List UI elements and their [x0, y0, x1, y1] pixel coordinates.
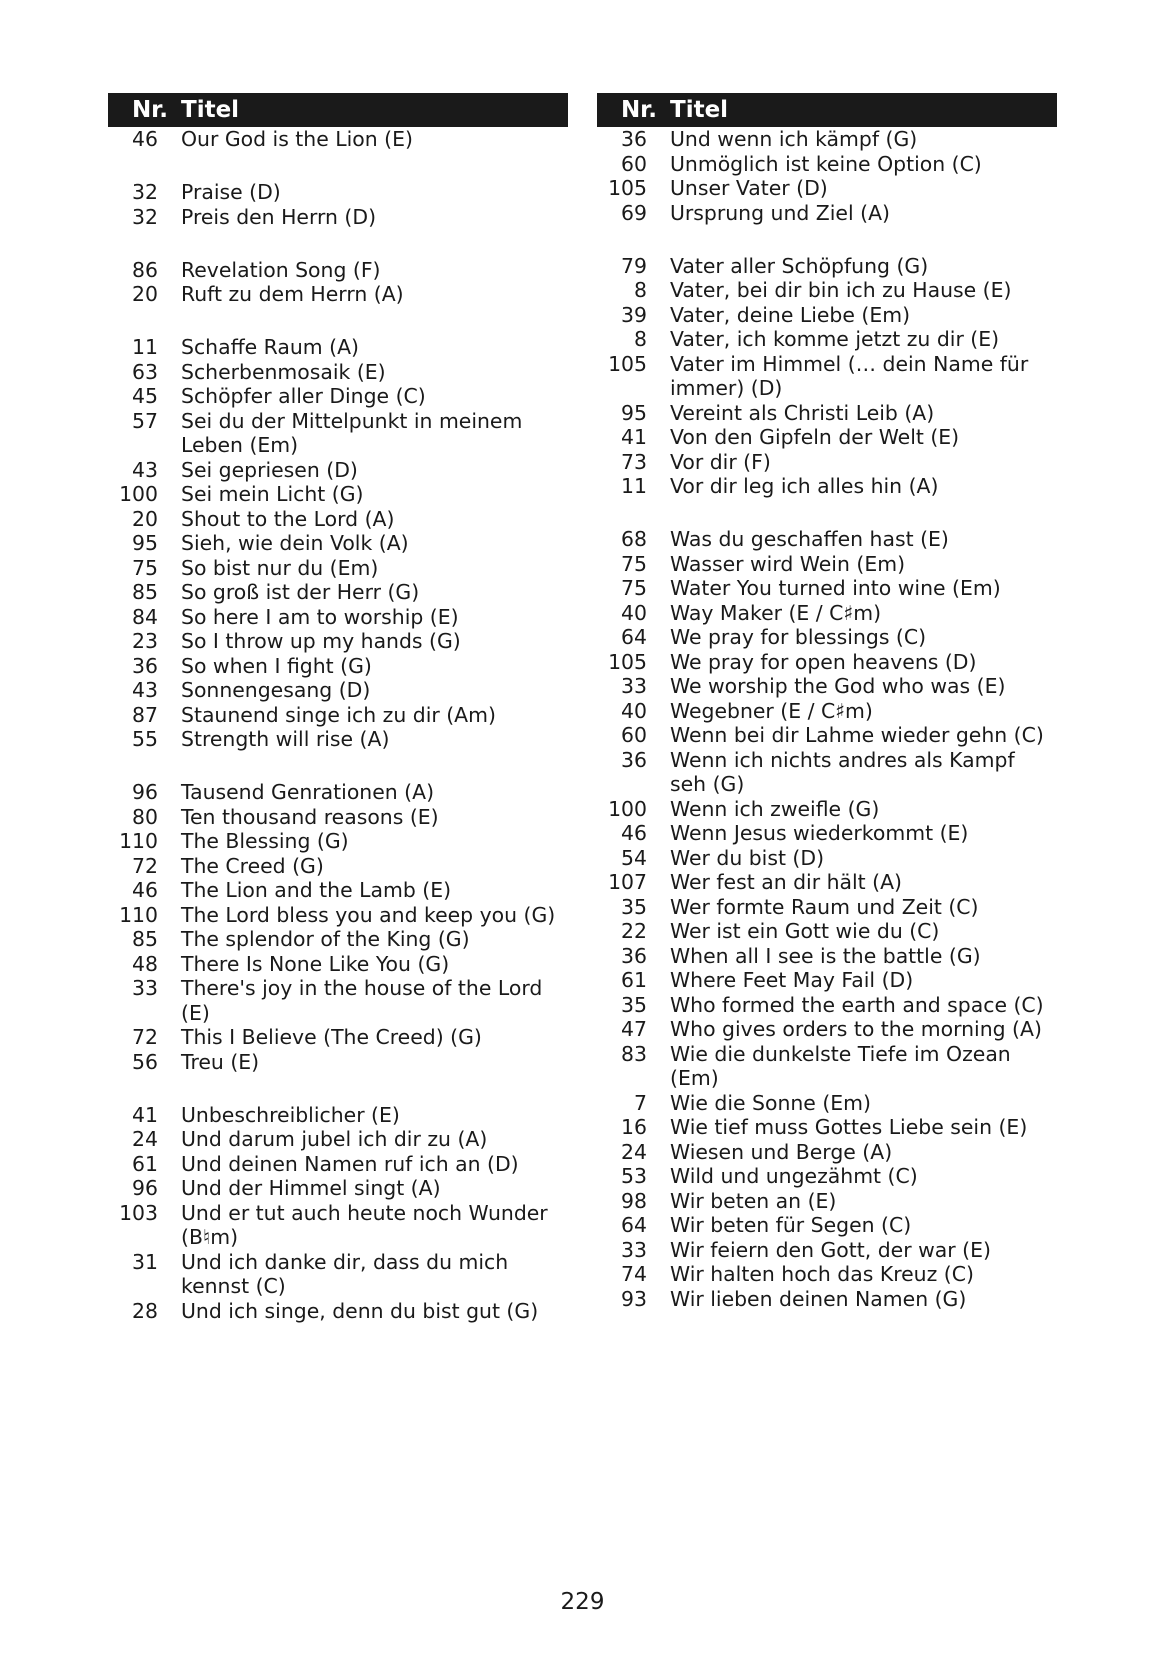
song-number: 33 [621, 674, 647, 698]
song-row [597, 674, 1057, 699]
song-number: 73 [621, 449, 647, 474]
song-title: Wiesen und Berge (A) [670, 1139, 893, 1164]
song-number: 69 [621, 200, 647, 225]
song-title: Und ich singe, denn du bist gut (G) [181, 1298, 539, 1323]
song-number: 7 [634, 1090, 647, 1115]
song-title: Ursprung und Ziel (A) [670, 200, 890, 225]
song-number: 36 [132, 653, 158, 678]
song-number: 57 [132, 408, 158, 433]
song-title: The splendor of the King (G) [181, 927, 470, 951]
song-row [597, 327, 1057, 352]
song-number: 36 [621, 747, 647, 772]
song-title: Vereint als Christi Leib (A) [670, 400, 935, 425]
song-number: 75 [621, 576, 647, 600]
section-gap [108, 307, 568, 336]
song-row [108, 258, 568, 283]
song-row [597, 576, 1057, 601]
song-number: 36 [621, 127, 647, 151]
song-title: Unmöglich ist keine Option (C) [670, 151, 982, 176]
song-number: 107 [608, 870, 647, 894]
song-number: 43 [132, 457, 158, 482]
song-row [597, 201, 1057, 226]
song-title: Sei gepriesen (D) [181, 457, 358, 482]
song-title: When all I see is the battle (G) [670, 943, 981, 968]
song-row [108, 531, 568, 556]
song-title: Wir feiern den Gott, der war (E) [670, 1237, 991, 1262]
song-number: 75 [621, 551, 647, 576]
song-title: Wild und ungezähmt (C) [670, 1164, 918, 1188]
section-gap [108, 752, 568, 781]
song-row [108, 409, 568, 458]
song-number: 110 [119, 902, 158, 927]
song-title: So here I am to worship (E) [181, 604, 459, 629]
song-row [108, 282, 568, 307]
song-row [597, 552, 1057, 577]
song-title: Und darum jubel ich dir zu (A) [181, 1127, 488, 1151]
song-row [597, 1091, 1057, 1116]
song-row [597, 650, 1057, 675]
song-row [108, 1103, 568, 1128]
song-title: Und ich danke dir, dass du mich kennst (C) [181, 1249, 509, 1298]
song-row [597, 1042, 1057, 1091]
song-row [597, 870, 1057, 895]
song-number: 110 [119, 829, 158, 853]
song-title: The Creed (G) [181, 853, 324, 878]
song-row [108, 1025, 568, 1050]
song-title: Vater im Himmel (… dein Name für immer) (D) [670, 351, 1029, 400]
song-title: So when I fight (G) [181, 653, 372, 678]
song-title: Wie die Sonne (Em) [670, 1090, 871, 1115]
song-row [108, 1299, 568, 1324]
song-number: 20 [132, 282, 158, 306]
song-number: 85 [132, 580, 158, 604]
song-row [108, 384, 568, 409]
song-title: Praise (D) [181, 180, 281, 204]
song-title: Strength will rise (A) [181, 727, 390, 751]
song-number: 83 [621, 1041, 647, 1066]
song-title: So groß ist der Herr (G) [181, 580, 420, 604]
song-row [108, 927, 568, 952]
song-number: 41 [621, 425, 647, 449]
song-title: This I Believe (The Creed) (G) [181, 1025, 482, 1049]
song-number: 72 [132, 853, 158, 878]
song-row [597, 821, 1057, 846]
song-row [597, 450, 1057, 475]
song-row [597, 846, 1057, 871]
song-title: Wer ist ein Gott wie du (C) [670, 919, 940, 943]
song-number: 100 [119, 482, 158, 506]
song-title: There's joy in the house of the Lord (E) [181, 976, 543, 1025]
song-title: Scherbenmosaik (E) [181, 359, 386, 384]
song-title: Sei mein Licht (G) [181, 482, 364, 506]
song-row [108, 805, 568, 830]
song-row [597, 699, 1057, 724]
song-row [597, 1189, 1057, 1214]
song-number: 105 [608, 176, 647, 200]
song-number: 16 [621, 1115, 647, 1139]
song-title: Sonnengesang (D) [181, 678, 371, 702]
song-number: 23 [132, 629, 158, 653]
song-number: 46 [132, 878, 158, 902]
song-number: 74 [621, 1262, 647, 1286]
song-title: Vater, deine Liebe (Em) [670, 302, 911, 327]
song-number: 48 [132, 951, 158, 976]
song-number: 8 [634, 278, 647, 302]
song-row [597, 1164, 1057, 1189]
song-number: 40 [621, 698, 647, 723]
song-title: Wenn ich nichts andres als Kampf seh (G) [670, 747, 1015, 796]
song-row [108, 854, 568, 879]
song-number: 22 [621, 919, 647, 943]
song-number: 64 [621, 1213, 647, 1237]
song-row [597, 278, 1057, 303]
song-title: Way Maker (E / C♯m) [670, 600, 882, 625]
song-title: Ruft zu dem Herrn (A) [181, 282, 404, 306]
song-title: Und er tut auch heute noch Wunder (B♮m) [181, 1200, 548, 1249]
song-row [597, 895, 1057, 920]
song-row [108, 703, 568, 728]
song-number: 40 [621, 600, 647, 625]
song-number: 20 [132, 506, 158, 531]
song-title: We pray for blessings (C) [670, 625, 927, 649]
song-number: 46 [621, 821, 647, 845]
song-number: 35 [621, 894, 647, 919]
song-number: 35 [621, 992, 647, 1017]
song-row [108, 205, 568, 230]
song-row [108, 903, 568, 928]
song-row [597, 303, 1057, 328]
song-row [108, 482, 568, 507]
song-title: Wer formte Raum und Zeit (C) [670, 894, 979, 919]
song-number: 43 [132, 678, 158, 702]
song-row [597, 723, 1057, 748]
song-row [597, 1262, 1057, 1287]
song-row [108, 180, 568, 205]
song-title: Und deinen Namen ruf ich an (D) [181, 1151, 519, 1176]
song-row [597, 401, 1057, 426]
song-number: 32 [132, 204, 158, 229]
header-nr-label: Nr. [131, 97, 168, 123]
song-number: 96 [132, 780, 158, 804]
song-number: 54 [621, 845, 647, 870]
song-number: 39 [621, 302, 647, 327]
song-title: Who gives orders to the morning (A) [670, 1017, 1042, 1041]
song-number: 31 [132, 1249, 158, 1274]
song-number: 80 [132, 804, 158, 829]
song-row [108, 1050, 568, 1075]
song-title: So I throw up my hands (G) [181, 629, 461, 653]
song-title: We pray for open heavens (D) [670, 649, 977, 674]
song-row [108, 678, 568, 703]
song-row [108, 1176, 568, 1201]
song-row [108, 127, 568, 152]
song-row [597, 425, 1057, 450]
song-row [597, 127, 1057, 152]
song-number: 24 [621, 1139, 647, 1164]
song-title: The Blessing (G) [181, 829, 349, 853]
song-title: Was du geschaffen hast (E) [670, 527, 949, 551]
song-title: Wer du bist (D) [670, 845, 825, 870]
song-row [597, 352, 1057, 401]
song-number: 61 [132, 1151, 158, 1176]
song-number: 68 [621, 527, 647, 551]
song-number: 33 [132, 976, 158, 1000]
song-title: Wir beten für Segen (C) [670, 1213, 912, 1237]
song-row [597, 601, 1057, 626]
song-title: There Is None Like You (G) [181, 951, 450, 976]
song-title: Wir beten an (E) [670, 1188, 837, 1213]
song-row [597, 968, 1057, 993]
song-number: 24 [132, 1127, 158, 1151]
song-title: Von den Gipfeln der Welt (E) [670, 425, 960, 449]
song-row [597, 1287, 1057, 1312]
song-title: Wir lieben deinen Namen (G) [670, 1286, 967, 1311]
song-row [597, 748, 1057, 797]
song-row [108, 458, 568, 483]
left-column [108, 93, 568, 1323]
song-number: 75 [132, 555, 158, 580]
song-title: Vater, ich komme jetzt zu dir (E) [670, 327, 1000, 351]
song-number: 63 [132, 359, 158, 384]
song-number: 60 [621, 723, 647, 747]
song-row [108, 360, 568, 385]
song-row [108, 976, 568, 1025]
song-title: Wir halten hoch das Kreuz (C) [670, 1262, 974, 1286]
song-row [108, 1201, 568, 1250]
song-number: 11 [132, 335, 158, 359]
song-title: Our God is the Lion (E) [181, 127, 413, 151]
song-row [597, 1017, 1057, 1042]
song-number: 100 [608, 796, 647, 821]
song-title: Sei du der Mittelpunkt in meinem Leben (Em) [181, 408, 523, 457]
song-number: 105 [608, 351, 647, 376]
song-number: 93 [621, 1286, 647, 1311]
song-title: Sieh, wie dein Volk (A) [181, 531, 409, 555]
section-gap [108, 229, 568, 258]
song-title: Ten thousand reasons (E) [181, 804, 439, 829]
left-song-list [108, 127, 568, 1323]
song-title: Wie die dunkelste Tiefe im Ozean (Em) [670, 1041, 1011, 1090]
song-title: Unser Vater (D) [670, 176, 828, 200]
song-title: So bist nur du (Em) [181, 555, 379, 580]
song-row [597, 797, 1057, 822]
song-title: Preis den Herrn (D) [181, 204, 377, 229]
song-row [597, 1213, 1057, 1238]
song-title: Wasser wird Wein (Em) [670, 551, 906, 576]
song-title: Schöpfer aller Dinge (C) [181, 384, 426, 408]
section-gap [108, 1074, 568, 1103]
song-number: 46 [132, 127, 158, 151]
song-row [108, 1152, 568, 1177]
right-table-header [597, 93, 1057, 127]
left-table-header [108, 93, 568, 127]
song-title: Wer fest an dir hält (A) [670, 870, 902, 894]
song-title: Wie tief muss Gottes Liebe sein (E) [670, 1115, 1028, 1139]
song-row [108, 605, 568, 630]
song-title: Treu (E) [181, 1049, 260, 1074]
song-number: 87 [132, 702, 158, 727]
song-number: 56 [132, 1049, 158, 1074]
header-nr-label: Nr. [620, 97, 657, 123]
song-number: 98 [621, 1188, 647, 1213]
song-title: The Lion and the Lamb (E) [181, 878, 452, 902]
song-title: Vater, bei dir bin ich zu Hause (E) [670, 278, 1012, 302]
song-title: Vater aller Schöpfung (G) [670, 253, 929, 278]
song-row [597, 919, 1057, 944]
song-title: Wenn ich zweifle (G) [670, 796, 880, 821]
song-title: Staunend singe ich zu dir (Am) [181, 702, 496, 727]
song-title: Revelation Song (F) [181, 257, 381, 282]
page-number: 229 [560, 1589, 605, 1615]
song-title: Und wenn ich kämpf (G) [670, 127, 918, 151]
song-number: 105 [608, 649, 647, 674]
song-number: 61 [621, 968, 647, 992]
song-title: Where Feet May Fail (D) [670, 968, 914, 992]
song-row [108, 556, 568, 581]
song-title: The Lord bless you and keep you (G) [181, 902, 556, 927]
song-row [597, 254, 1057, 279]
song-row [597, 152, 1057, 177]
song-title: Who formed the earth and space (C) [670, 992, 1044, 1017]
song-row [108, 780, 568, 805]
song-number: 86 [132, 257, 158, 282]
song-title: Wenn Jesus wiederkommt (E) [670, 821, 969, 845]
song-row [597, 1115, 1057, 1140]
song-row [108, 878, 568, 903]
header-title-label: Titel [670, 97, 729, 123]
song-number: 79 [621, 253, 647, 278]
song-row [108, 507, 568, 532]
song-number: 96 [132, 1176, 158, 1200]
song-row [597, 474, 1057, 499]
song-number: 95 [621, 400, 647, 425]
song-number: 11 [621, 474, 647, 498]
song-number: 8 [634, 327, 647, 351]
song-number: 95 [132, 531, 158, 555]
song-title: We worship the God who was (E) [670, 674, 1006, 698]
song-number: 60 [621, 151, 647, 176]
section-gap [597, 225, 1057, 254]
song-title: Shout to the Lord (A) [181, 506, 395, 531]
song-row [108, 580, 568, 605]
song-number: 85 [132, 927, 158, 951]
section-gap [108, 152, 568, 181]
song-title: Unbeschreiblicher (E) [181, 1102, 400, 1127]
song-number: 47 [621, 1017, 647, 1041]
song-row [108, 335, 568, 360]
song-row [108, 829, 568, 854]
song-row [597, 625, 1057, 650]
song-title: Schaffe Raum (A) [181, 335, 359, 359]
right-song-list [597, 127, 1057, 1311]
song-title: Tausend Genrationen (A) [181, 780, 435, 804]
song-row [108, 1250, 568, 1299]
song-number: 28 [132, 1298, 158, 1323]
song-title: Wegebner (E / C♯m) [670, 698, 873, 723]
song-number: 72 [132, 1025, 158, 1049]
song-row [597, 1238, 1057, 1263]
song-number: 55 [132, 727, 158, 751]
header-title-label: Titel [181, 97, 240, 123]
song-row [597, 944, 1057, 969]
song-number: 103 [119, 1200, 158, 1225]
song-row [597, 176, 1057, 201]
song-row [108, 952, 568, 977]
song-number: 33 [621, 1237, 647, 1262]
song-row [108, 1127, 568, 1152]
song-title: Wenn bei dir Lahme wieder gehn (C) [670, 723, 1044, 747]
song-row [108, 654, 568, 679]
song-title: Vor dir leg ich alles hin (A) [670, 474, 939, 498]
section-gap [597, 499, 1057, 528]
song-number: 32 [132, 180, 158, 204]
song-number: 45 [132, 384, 158, 408]
song-title: Und der Himmel singt (A) [181, 1176, 441, 1200]
song-row [597, 1140, 1057, 1165]
song-row [108, 727, 568, 752]
song-number: 36 [621, 943, 647, 968]
right-column [597, 93, 1057, 1311]
song-title: Vor dir (F) [670, 449, 771, 474]
song-number: 53 [621, 1164, 647, 1188]
song-row [597, 527, 1057, 552]
song-number: 84 [132, 604, 158, 629]
song-row [597, 993, 1057, 1018]
song-number: 41 [132, 1102, 158, 1127]
song-row [108, 629, 568, 654]
song-title: Water You turned into wine (Em) [670, 576, 1001, 600]
song-number: 64 [621, 625, 647, 649]
